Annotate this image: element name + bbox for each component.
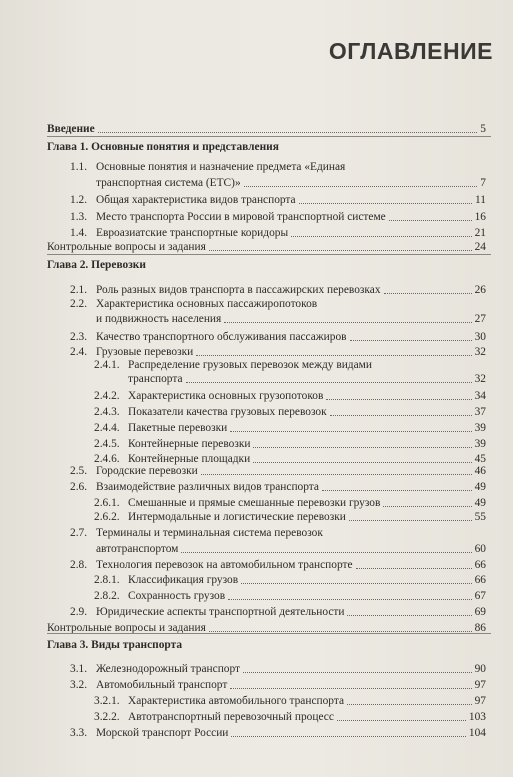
dot-leader <box>322 490 472 491</box>
toc-page-number: 104 <box>468 727 486 739</box>
toc-entry <box>0 330 513 344</box>
toc-entry-title: Роль разных видов транспорта в пассажирских перевозках <box>96 284 381 296</box>
toc-entry-title: транспорта <box>128 373 183 385</box>
toc-page-number: 90 <box>474 663 486 675</box>
toc-entry <box>0 480 513 494</box>
page-title: ОГЛАВЛЕНИЕ <box>328 38 493 64</box>
dot-leader <box>228 599 471 600</box>
toc-entry-title: Место транспорта России в мировой транспортной системе <box>96 211 386 223</box>
toc-entry <box>0 297 513 311</box>
toc-entry <box>0 405 513 419</box>
toc-entry <box>0 678 513 692</box>
toc-entry-title: Характеристика автомобильного транспорта <box>128 695 345 707</box>
toc-entry-title: Юридические аспекты транспортной деятельности <box>96 606 345 618</box>
toc-page-number: 45 <box>474 453 486 465</box>
toc-entry-title: автотранспортом <box>96 543 179 555</box>
toc-page-number: 26 <box>474 284 486 296</box>
dot-leader <box>326 399 471 400</box>
toc-entry-title: Качество транспортного обслуживания пассажиров <box>96 331 347 343</box>
toc-entry-number: 2.9. <box>70 606 88 618</box>
toc-page-number: 39 <box>474 438 486 450</box>
toc-entry-title: Автомобильный транспорт <box>96 679 228 691</box>
section-divider <box>47 633 491 634</box>
toc-entry <box>0 558 513 572</box>
toc-entry-number: 2.6. <box>70 481 88 493</box>
toc-entry-number: 1.4. <box>70 227 88 239</box>
dot-leader <box>350 340 472 341</box>
toc-entry-title: транспортная система (ЕТС)» <box>96 177 241 189</box>
section-divider <box>47 254 491 255</box>
toc-entry-title: Евроазиатские транспортные коридоры <box>96 227 289 239</box>
toc-entry-title: Смешанные и прямые смешанные перевозки грузов <box>128 497 381 509</box>
toc-chapter-heading <box>0 258 513 272</box>
toc-entry <box>0 605 513 619</box>
toc-entry-title: Автотранспортный перевозочный процесс <box>128 711 334 723</box>
toc-page-number: 86 <box>474 622 486 634</box>
dot-leader <box>196 355 471 356</box>
toc-chapter-heading <box>0 140 513 154</box>
toc-entry-title: Сохранность грузов <box>128 590 226 602</box>
toc-page-number: 97 <box>474 695 486 707</box>
toc-entry-number: 2.8.2. <box>94 590 120 602</box>
toc-page-number: 7 <box>480 177 486 189</box>
dot-leader <box>291 236 471 237</box>
toc-entry <box>0 240 513 254</box>
dot-leader <box>389 220 472 221</box>
toc-entry <box>0 193 513 207</box>
toc-entry-title: Контрольные вопросы и задания <box>47 622 206 634</box>
toc-entry-title: Контрольные вопросы и задания <box>47 241 206 253</box>
toc-entry <box>0 345 513 359</box>
toc-entry-title: Взаимодействие различных видов транспорта <box>96 481 319 493</box>
toc-page-number: 34 <box>474 390 486 402</box>
toc-entry-number: 2.8.1. <box>94 574 120 586</box>
toc-entry-number: 1.3. <box>70 211 88 223</box>
toc-entry-title: Характеристика основных пассажиропотоков <box>96 298 318 310</box>
toc-entry-number: 2.4.4. <box>94 422 120 434</box>
toc-entry <box>0 526 513 540</box>
toc-page-number: 32 <box>474 346 486 358</box>
dot-leader <box>243 672 472 673</box>
toc-page-number: 49 <box>474 497 486 509</box>
toc-entry-title: Грузовые перевозки <box>96 346 194 358</box>
toc-entry-title: Общая характеристика видов транспорта <box>96 194 296 206</box>
toc-page-number: 49 <box>474 481 486 493</box>
toc-entry-title: Морской транспорт России <box>96 727 229 739</box>
toc-page-number: 21 <box>474 227 486 239</box>
dot-leader <box>98 132 478 133</box>
toc-entry-title: и подвижность населения <box>96 313 222 325</box>
toc-entry <box>0 226 513 240</box>
toc-entry <box>0 160 513 174</box>
toc-entry <box>0 389 513 403</box>
dot-leader <box>209 250 472 251</box>
toc-entry-number: 2.4.6. <box>94 453 120 465</box>
toc-entry <box>0 283 513 297</box>
dot-leader <box>253 462 471 463</box>
toc-entry <box>0 589 513 603</box>
dot-leader <box>230 431 471 432</box>
toc-entry-number: 2.6.1. <box>94 497 120 509</box>
dot-leader <box>186 382 472 383</box>
toc-entry <box>0 726 513 740</box>
toc-entry-number: 2.7. <box>70 527 88 539</box>
toc-page-number: 66 <box>474 559 486 571</box>
toc-entry-number: 2.1. <box>70 284 88 296</box>
toc-entry-title: Пакетные перевозки <box>128 422 228 434</box>
toc-page-number: 46 <box>474 465 486 477</box>
toc-page-number: 55 <box>474 511 486 523</box>
chapter-title: Глава 1. Основные понятия и представления <box>47 141 279 153</box>
toc-entry <box>0 694 513 708</box>
toc-entry <box>0 662 513 676</box>
toc-entry <box>0 710 513 724</box>
toc-entry <box>0 122 513 136</box>
toc-entry-number: 3.3. <box>70 727 88 739</box>
dot-leader <box>383 506 471 507</box>
dot-leader <box>181 552 471 553</box>
toc-entry-number: 1.2. <box>70 194 88 206</box>
toc-page-number: 30 <box>474 331 486 343</box>
toc-entry <box>0 437 513 451</box>
dot-leader <box>349 520 472 521</box>
toc-entry-title: Технология перевозок на автомобильном транспорте <box>96 559 353 571</box>
toc-entry-title: Контейнерные площадки <box>128 453 251 465</box>
toc-entry-title: Классификация грузов <box>128 574 239 586</box>
toc-page-number: 103 <box>468 711 486 723</box>
toc-entry-number: 3.1. <box>70 663 88 675</box>
dot-leader <box>201 474 472 475</box>
toc-entry-title: Характеристика основных грузопотоков <box>128 390 324 402</box>
toc-page-number: 27 <box>474 313 486 325</box>
toc-entry <box>0 176 513 190</box>
dot-leader <box>241 583 471 584</box>
dot-leader <box>347 704 472 705</box>
toc-entry <box>0 510 513 524</box>
toc-entry-number: 2.4.3. <box>94 406 120 418</box>
chapter-title: Глава 3. Виды транспорта <box>47 639 183 651</box>
toc-entry-title: Интермодальные и логистические перевозки <box>128 511 346 523</box>
dot-leader <box>231 736 466 737</box>
dot-leader <box>347 615 471 616</box>
toc-entry-title: Распределение грузовых перевозок между видами <box>128 359 372 371</box>
toc-entry <box>0 464 513 478</box>
toc-entry-title: Терминалы и терминальная система перевозок <box>96 527 323 539</box>
toc-page-number: 5 <box>480 123 486 135</box>
toc-page-number: 37 <box>474 406 486 418</box>
dot-leader <box>337 720 466 721</box>
toc-page-number: 16 <box>474 211 486 223</box>
toc-entry-number: 2.4.5. <box>94 438 120 450</box>
toc-entry-number: 3.2. <box>70 679 88 691</box>
toc-entry-number: 2.4.1. <box>94 359 120 371</box>
chapter-title: Глава 2. Перевозки <box>47 259 146 271</box>
dot-leader <box>384 293 472 294</box>
toc-entry-number: 1.1. <box>70 161 88 173</box>
toc-entry <box>0 421 513 435</box>
toc-entry <box>0 312 513 326</box>
toc-chapter-heading <box>0 638 513 652</box>
toc-page-number: 60 <box>474 543 486 555</box>
dot-leader <box>330 415 472 416</box>
toc-entry-title: Введение <box>47 123 95 135</box>
toc-entry-number: 2.2. <box>70 298 88 310</box>
toc-entry-title: Показатели качества грузовых перевозок <box>128 406 327 418</box>
toc-page-number: 11 <box>475 194 486 206</box>
dot-leader <box>253 447 471 448</box>
toc-entry <box>0 358 513 372</box>
toc-page-number: 67 <box>474 590 486 602</box>
dot-leader <box>299 203 472 204</box>
toc-entry <box>0 210 513 224</box>
toc-entry-title: Железнодорожный транспорт <box>96 663 241 675</box>
toc-page-number: 97 <box>474 679 486 691</box>
dot-leader <box>244 186 478 187</box>
toc-page-number: 32 <box>474 373 486 385</box>
dot-leader <box>224 322 471 323</box>
toc-entry-number: 3.2.2. <box>94 711 120 723</box>
toc-entry-title: Городские перевозки <box>96 465 198 477</box>
toc-entry-title: Контейнерные перевозки <box>128 438 251 450</box>
toc-page-number: 24 <box>474 241 486 253</box>
toc-entry-number: 2.4.2. <box>94 390 120 402</box>
toc-entry-number: 2.8. <box>70 559 88 571</box>
dot-leader <box>230 688 471 689</box>
toc-entry <box>0 542 513 556</box>
toc-entry-number: 2.3. <box>70 331 88 343</box>
toc-entry-number: 3.2.1. <box>94 695 120 707</box>
toc-page-number: 39 <box>474 422 486 434</box>
toc-entry-number: 2.4. <box>70 346 88 358</box>
toc-entry-title: Основные понятия и назначение предмета «Единая <box>96 161 346 173</box>
dot-leader <box>209 631 472 632</box>
toc-page-number: 69 <box>474 606 486 618</box>
toc-page-number: 66 <box>474 574 486 586</box>
toc-entry <box>0 372 513 386</box>
toc-entry <box>0 496 513 510</box>
section-divider <box>47 136 491 137</box>
toc-entry-number: 2.6.2. <box>94 511 120 523</box>
toc-entry <box>0 573 513 587</box>
toc-entry-number: 2.5. <box>70 465 88 477</box>
dot-leader <box>356 568 472 569</box>
